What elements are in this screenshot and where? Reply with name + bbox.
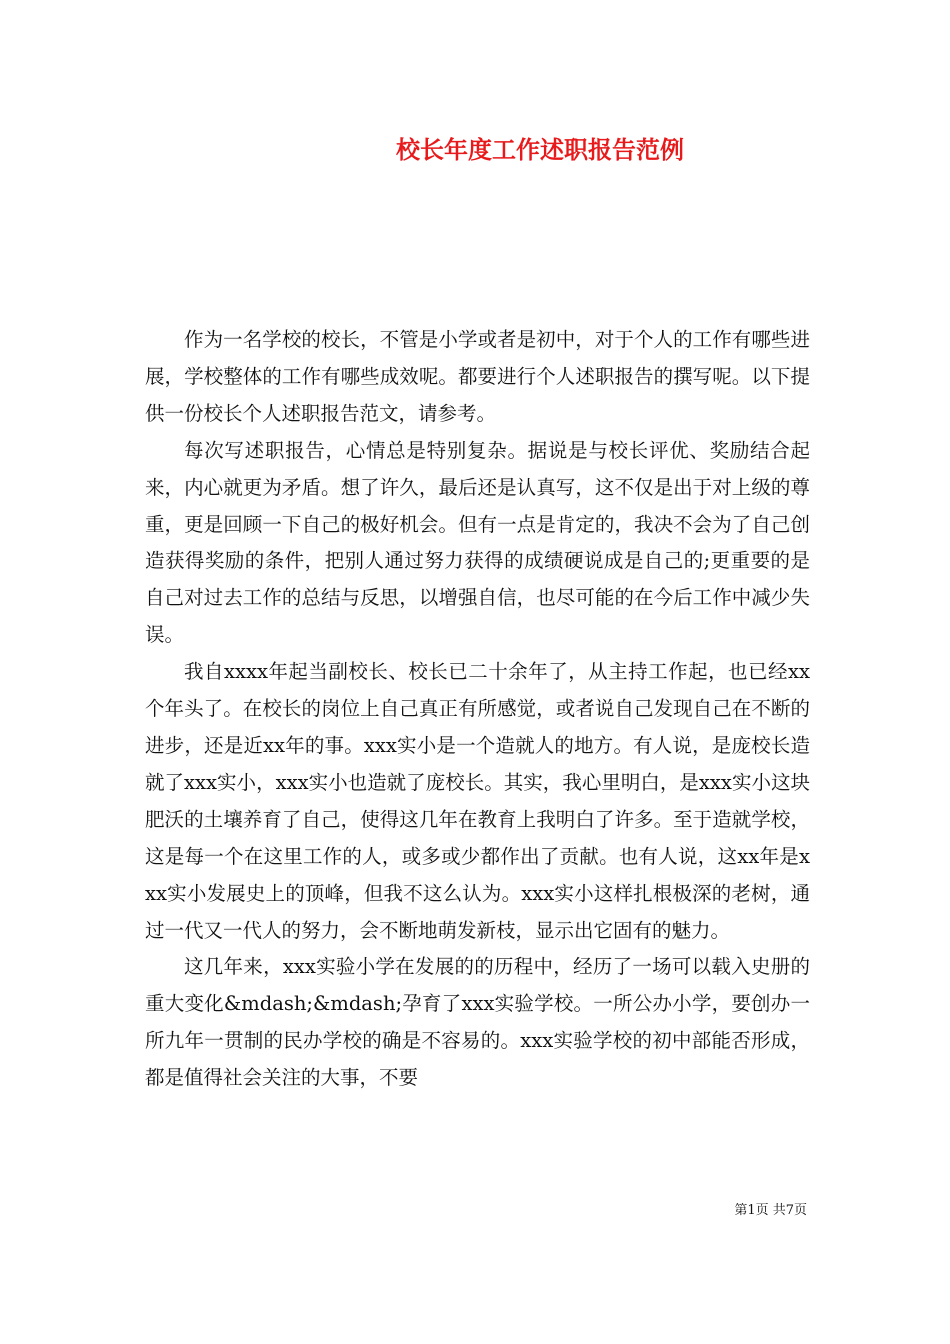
document-title: 校长年度工作述职报告范例 (396, 135, 684, 164)
paragraph-intro: 作为一名学校的校长，不管是小学或者是初中，对于个人的工作有哪些进展，学校整体的工作有哪些成效呢。都要进行个人述职报告的撰写呢。以下提供一份校长个人述职报告范文，请参考。 (145, 328, 810, 425)
paragraph-development: 这几年来，xxx实验小学在发展的的历程中，经历了一场可以载入史册的重大变化&mdash;&mdash;孕育了xxx实验学校。一所公办小学，要创办一所九年一贯制的民办学校的确是不容易的。xxx实验学校的初中部能否形成，都是值得社会关注的大事，不要 (145, 955, 810, 1090)
document-body (145, 322, 810, 1097)
paragraph-feelings: 每次写述职报告，心情总是特别复杂。据说是与校长评优、奖励结合起来，内心就更为矛盾。想了许久，最后还是认真写，这不仅是出于对上级的尊重，更是回顾一下自己的极好机会。但有一点是肯定的，我决不会为了自己创造获得奖励的条件，把别人通过努力获得的成绩硬说成是自己的;更重要的是自己对过去工作的总结与反思，以增强自信，也尽可能的在今后工作中减少失误。 (145, 438, 810, 647)
paragraph-career: 我自xxxx年起当副校长、校长已二十余年了，从主持工作起，也已经xx个年头了。在校长的岗位上自己真正有所感觉，或者说自己发现自己在不断的进步，还是近xx年的事。xxx实小是一个造就人的地方。有人说，是庞校长造就了xxx实小，xxx实小也造就了庞校长。其实，我心里明白，是xxx实小这块肥沃的土壤养育了自己，使得这几年在教育上我明白了许多。至于造就学校，这是每一个在这里工作的人，或多或少都作出了贡献。也有人说，这xx年是xxx实小发展史上的顶峰，但我不这么认为。xxx实小这样扎根极深的老树，通过一代又一代人的努力，会不断地萌发新枝，显示出它固有的魅力。 (145, 660, 810, 942)
page-footer: 第1页 共7页 (734, 1203, 807, 1218)
